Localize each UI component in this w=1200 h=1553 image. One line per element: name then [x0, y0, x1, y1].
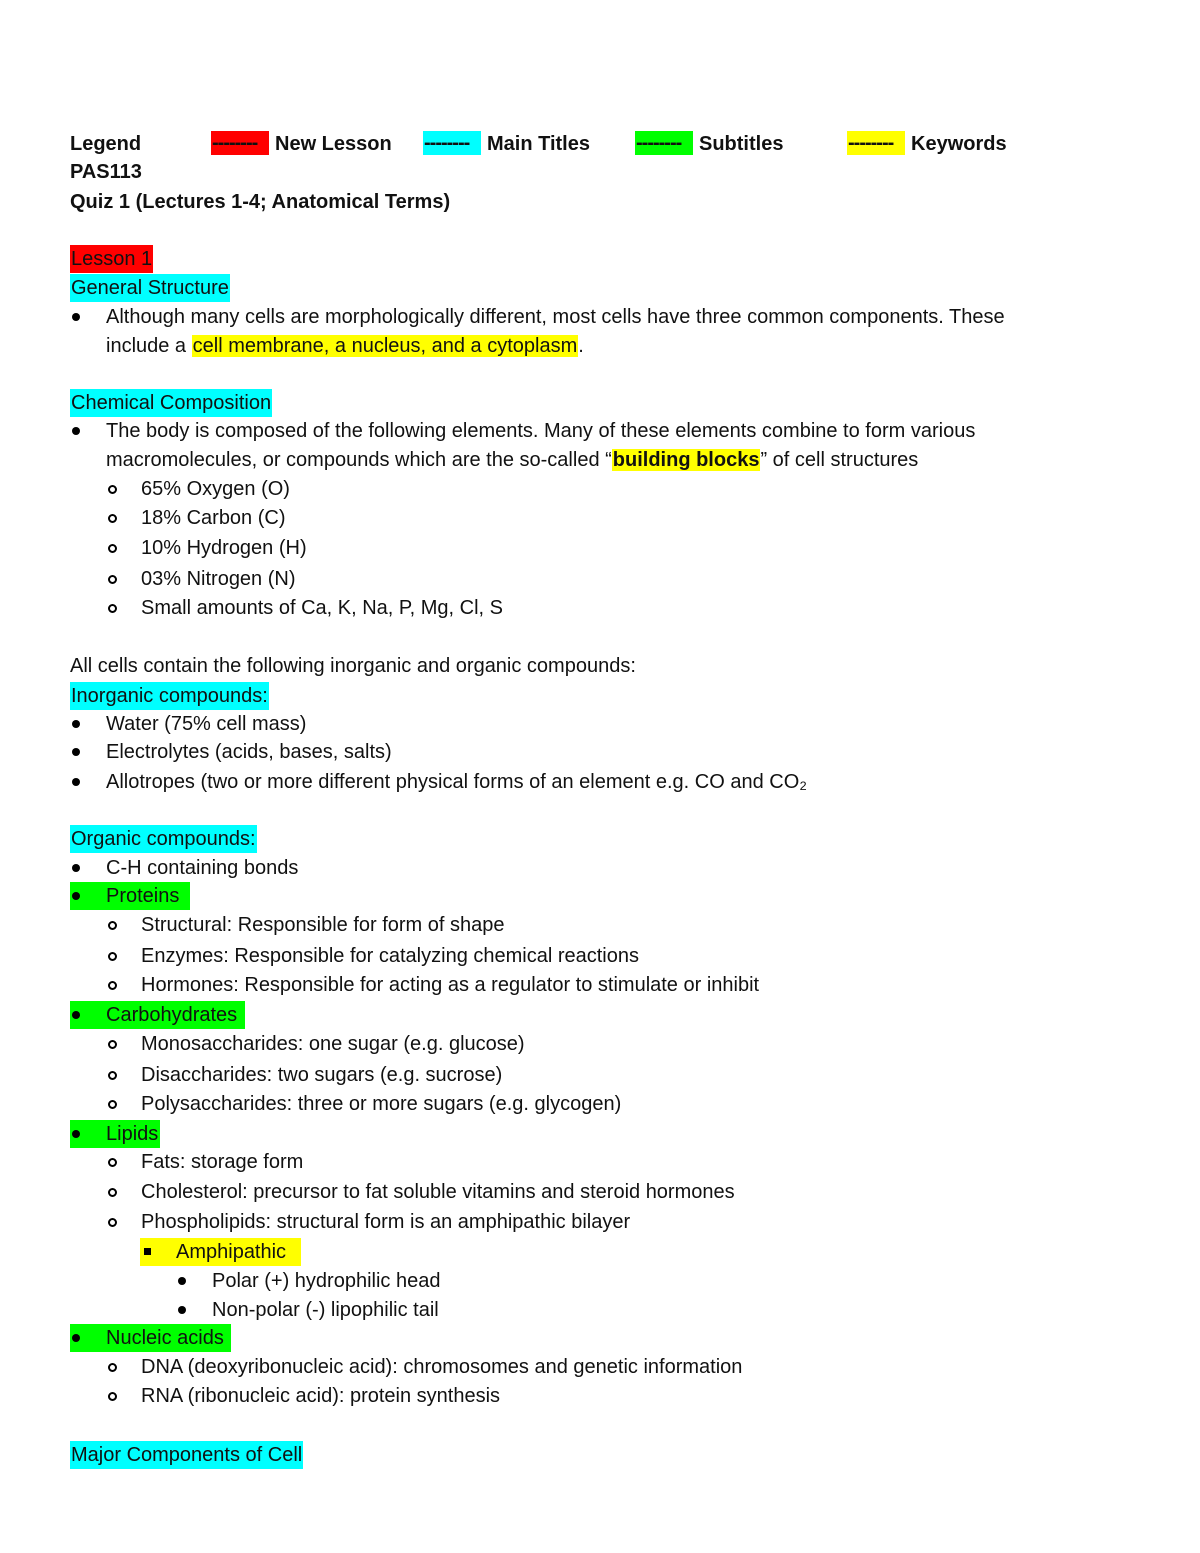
- bullet-icon: [72, 1334, 80, 1342]
- bullet-icon: [178, 1277, 186, 1285]
- element-item: 18% Carbon (C): [141, 507, 286, 529]
- carbohydrate-item: Monosaccharides: one sugar (e.g. glucose): [141, 1033, 525, 1055]
- amphipathic-item: Non-polar (-) lipophilic tail: [212, 1299, 439, 1321]
- circle-bullet-icon: [108, 1363, 117, 1372]
- protein-item: Hormones: Responsible for acting as a regulator to stimulate or inhibit: [141, 974, 760, 996]
- legend-swatch-subtitles: [635, 131, 693, 155]
- circle-bullet-icon: [108, 981, 117, 990]
- bullet-icon: [178, 1306, 186, 1314]
- legend-dashes: --------: [212, 132, 258, 154]
- circle-bullet-icon: [108, 1040, 117, 1049]
- legend-item-subtitles: Subtitles: [699, 133, 784, 155]
- carbohydrate-item: Polysaccharides: three or more sugars (e.g. glycogen): [141, 1093, 622, 1115]
- circle-bullet-icon: [108, 921, 117, 930]
- circle-bullet-icon: [108, 1188, 117, 1197]
- bullet-icon: [72, 892, 80, 900]
- circle-bullet-icon: [108, 1071, 117, 1080]
- keyword-amphipathic: Amphipathic: [176, 1241, 287, 1263]
- lipid-item: Cholesterol: precursor to fat soluble vitamins and steroid hormones: [141, 1181, 735, 1203]
- legend-swatch-main-titles: [423, 131, 481, 155]
- element-item: 65% Oxygen (O): [141, 478, 290, 500]
- legend-dashes: --------: [636, 132, 682, 154]
- chemical-composition-text-line1: The body is composed of the following elements. Many of these elements combine to form various: [106, 420, 976, 442]
- subtitle-proteins: Proteins: [106, 885, 180, 907]
- keyword-highlight: building blocks: [612, 449, 760, 471]
- legend-swatch-new-lesson: [211, 131, 269, 155]
- legend-item-keywords: Keywords: [911, 133, 1007, 155]
- legend-swatch-keywords: [847, 131, 905, 155]
- square-bullet-icon: [144, 1248, 151, 1255]
- lipid-item: Phospholipids: structural form is an amphipathic bilayer: [141, 1211, 631, 1233]
- section-title-chemical-composition: Chemical Composition: [70, 389, 272, 417]
- inorganic-item: Water (75% cell mass): [106, 713, 307, 735]
- section-title-organic: Organic compounds:: [70, 825, 257, 853]
- circle-bullet-icon: [108, 485, 117, 494]
- subtitle-nucleic-acids: Nucleic acids: [106, 1327, 224, 1349]
- circle-bullet-icon: [108, 952, 117, 961]
- inorganic-item: Allotropes (two or more different physical forms of an element e.g. CO and CO₂: [106, 771, 808, 793]
- legend-label: Legend: [70, 133, 142, 155]
- section-title-major-components: Major Components of Cell: [70, 1441, 303, 1469]
- element-item: 10% Hydrogen (H): [141, 537, 307, 559]
- chemical-composition-prefix: macromolecules, or compounds which are the so-called “: [106, 449, 612, 471]
- subtitle-carbohydrates: Carbohydrates: [106, 1004, 238, 1026]
- bullet-icon: [72, 1011, 80, 1019]
- bullet-icon: [72, 1130, 80, 1138]
- quiz-title: Quiz 1 (Lectures 1-4; Anatomical Terms): [70, 191, 451, 213]
- all-cells-text: All cells contain the following inorganic and organic compounds:: [70, 655, 636, 677]
- element-item: 03% Nitrogen (N): [141, 568, 296, 590]
- bullet-icon: [72, 778, 80, 786]
- course-code: PAS113: [70, 161, 142, 183]
- general-structure-text-line2: [106, 332, 584, 360]
- legend-dashes: --------: [424, 132, 470, 154]
- bullet-icon: [72, 313, 80, 321]
- bullet-icon: [72, 864, 80, 872]
- keyword-highlight: cell membrane, a nucleus, and a cytoplasm: [192, 335, 578, 357]
- general-structure-text-line1: Although many cells are morphologically different, most cells have three common components. These: [106, 306, 1005, 328]
- amphipathic-item: Polar (+) hydrophilic head: [212, 1270, 441, 1292]
- circle-bullet-icon: [108, 544, 117, 553]
- legend-item-main-titles: Main Titles: [487, 133, 590, 155]
- nucleic-acid-item: RNA (ribonucleic acid): protein synthesis: [141, 1385, 501, 1407]
- protein-item: Enzymes: Responsible for catalyzing chemical reactions: [141, 945, 639, 967]
- circle-bullet-icon: [108, 1392, 117, 1401]
- legend-item-new-lesson: New Lesson: [275, 133, 392, 155]
- lipid-item: Fats: storage form: [141, 1151, 304, 1173]
- lesson-title: Lesson 1: [70, 245, 153, 273]
- section-title-general-structure: General Structure: [70, 274, 230, 302]
- circle-bullet-icon: [108, 1158, 117, 1167]
- bullet-icon: [72, 748, 80, 756]
- inorganic-item: Electrolytes (acids, bases, salts): [106, 741, 392, 763]
- subtitle-lipids: Lipids: [106, 1123, 159, 1145]
- circle-bullet-icon: [108, 514, 117, 523]
- general-structure-suffix: .: [578, 335, 584, 357]
- organic-item-ch-bonds: C-H containing bonds: [106, 857, 299, 879]
- legend-dashes: --------: [848, 132, 894, 154]
- section-title-inorganic: Inorganic compounds:: [70, 682, 269, 710]
- nucleic-acid-item: DNA (deoxyribonucleic acid): chromosomes and genetic information: [141, 1356, 743, 1378]
- circle-bullet-icon: [108, 1218, 117, 1227]
- element-item: Small amounts of Ca, K, Na, P, Mg, Cl, S: [141, 597, 503, 619]
- carbohydrate-item: Disaccharides: two sugars (e.g. sucrose): [141, 1064, 503, 1086]
- circle-bullet-icon: [108, 604, 117, 613]
- bullet-icon: [72, 427, 80, 435]
- circle-bullet-icon: [108, 575, 117, 584]
- chemical-composition-suffix: ” of cell structures: [760, 449, 919, 471]
- protein-item: Structural: Responsible for form of shape: [141, 914, 505, 936]
- bullet-icon: [72, 720, 80, 728]
- general-structure-prefix: include a: [106, 335, 192, 357]
- chemical-composition-text-line2: [106, 446, 918, 474]
- circle-bullet-icon: [108, 1100, 117, 1109]
